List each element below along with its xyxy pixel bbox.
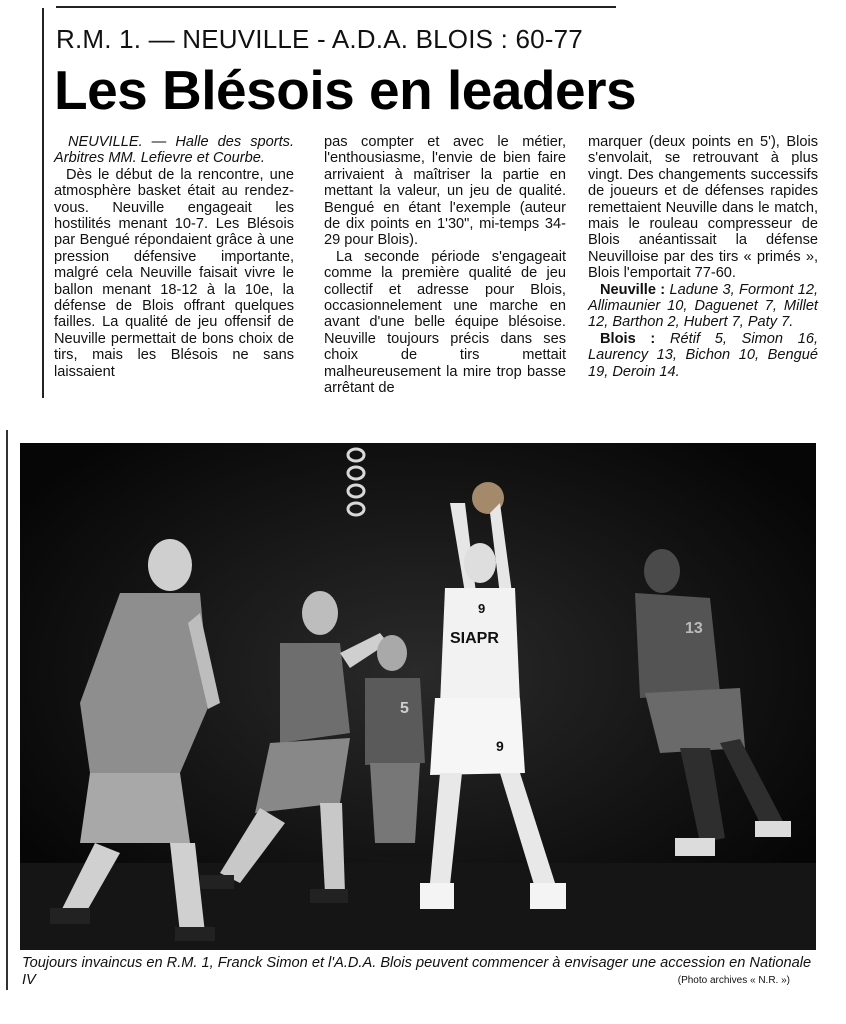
photo-credit: (Photo archives « N.R. ») bbox=[677, 975, 790, 986]
article-paragraph: Dès le début de la rencontre, une atmosphère basket était au rendez-vous. Neuville engageait les hostilités menant 10-7. Les Blésois par Bengué répondaient grâce à une pression défensive importante, malgré cela Neuville faisait vivre le ballon menant 18-12 à la 10e, la défense de Blois offrant quelques failles. La qualité de jeu offensif de Neuville permettait de bons choix de tirs, mais les Blésois ne sans laissaient bbox=[54, 166, 294, 380]
photo-caption: Toujours invaincus en R.M. 1, Franck Simon et l'A.D.A. Blois peuvent commencer à envisager une accession en Nationale IV bbox=[22, 955, 812, 988]
lineup-neuville-players: Ladune 3, Formont 12, Allimaunier 10, Daguenet 7, Millet 12, Barthon 2, Hubert 7, Paty 7. bbox=[588, 281, 819, 331]
shorts-number: 9 bbox=[496, 738, 504, 754]
lineup-neuville-label: Neuville : bbox=[600, 281, 666, 298]
article-body bbox=[54, 134, 819, 404]
lineup-blois-players: Rétif 5, Simon 16, Laurency 13, Bichon 10, Bengué 19, Deroin 14. bbox=[588, 330, 819, 380]
column-rule-left bbox=[42, 8, 44, 398]
lineup-blois bbox=[588, 331, 818, 380]
court-floor bbox=[20, 863, 816, 950]
article-column-1 bbox=[54, 134, 294, 380]
article-paragraph: marquer (deux points en 5'), Blois s'envolait, se retrouvant à plus vingt. Des changements successifs de joueurs et de défenses rapides remettaient Neuville dans le match, mais le rouleau compresseur de Blois anéantissait la défense Neuvilloise par des tirs « primés », Blois l'emportait 77-60. bbox=[588, 134, 818, 282]
jersey-sponsor: SIAPR bbox=[450, 630, 499, 647]
article-paragraph: La seconde période s'engageait comme la première qualité de jeu collectif et adresse pour Blois, occasionnelement une marche en avant d'une belle équipe blésoise. Neuville toujours précis dans ses choix de tirs mettait malheureusement la mire trop basse arrêtant de bbox=[324, 248, 566, 397]
basketball-photo-illustration bbox=[20, 443, 816, 950]
opponent-number-5: 5 bbox=[400, 700, 409, 717]
article-column-2 bbox=[324, 134, 566, 397]
article-headline: Les Blésois en leaders bbox=[54, 59, 637, 121]
article-kicker: R.M. 1. — NEUVILLE - A.D.A. BLOIS : 60-77 bbox=[56, 24, 583, 54]
photo-rule-left bbox=[6, 430, 8, 990]
jersey-number-front: 9 bbox=[478, 601, 486, 616]
article-paragraph: pas compter et avec le métier, l'enthousiasme, l'envie de bien faire arrivaient à maîtriser la partie en mettant la valeur, un jeu de qualité. Bengué en étant l'exemple (auteur de dix points en 1'30", mi-temps 34-29 pour Blois). bbox=[324, 134, 566, 249]
lineup-blois-label: Blois : bbox=[600, 330, 656, 347]
article-column-3 bbox=[588, 134, 818, 380]
opponent-number-13: 13 bbox=[685, 620, 703, 637]
lineup-neuville bbox=[588, 282, 818, 331]
top-rule bbox=[56, 6, 616, 8]
article-dateline: NEUVILLE. — Halle des sports. Arbitres MM. Lefievre et Courbe. bbox=[54, 134, 294, 167]
basketball-photo bbox=[20, 443, 816, 950]
